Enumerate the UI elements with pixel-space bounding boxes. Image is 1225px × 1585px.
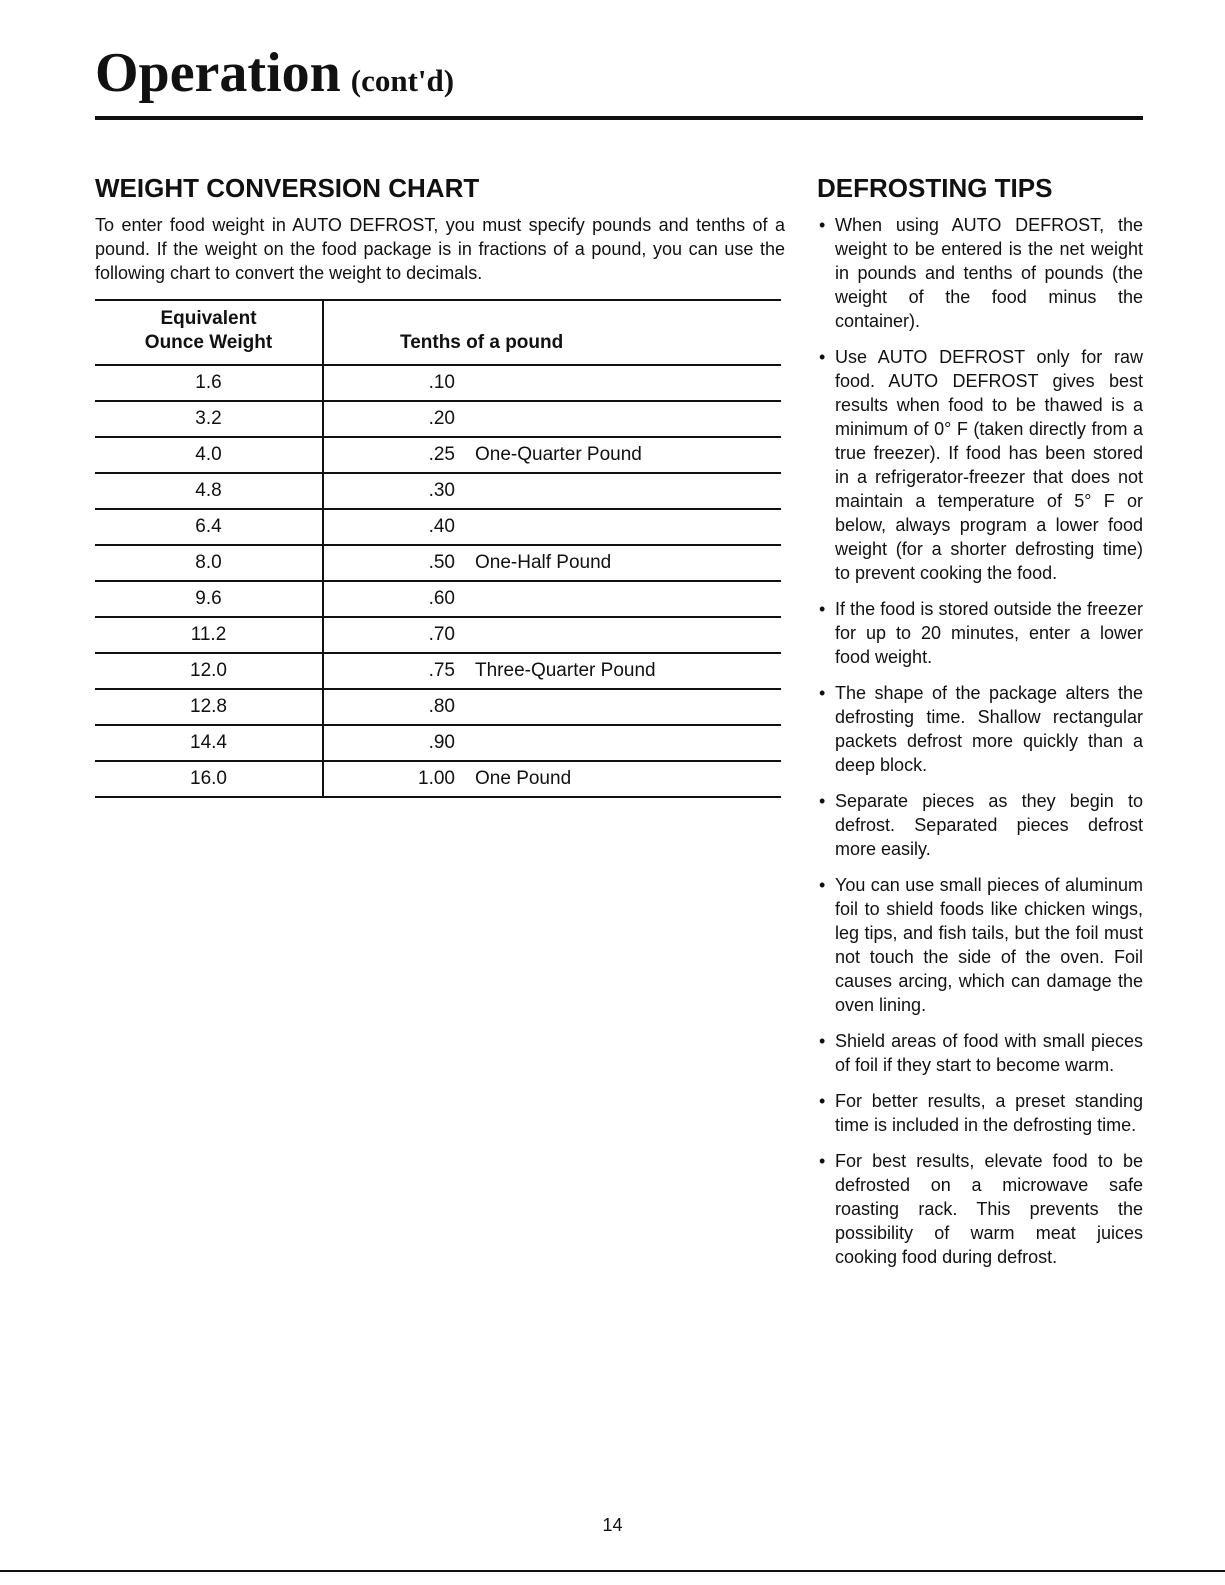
table-row (95, 654, 781, 690)
defrosting-tips-list (817, 213, 1143, 1269)
header-rule (95, 116, 1143, 120)
column-header-ounces-line2: Ounce Weight (144, 332, 273, 353)
column-divider (322, 582, 324, 616)
table-row (95, 474, 781, 510)
cell-tenths: .20 (428, 408, 455, 429)
table-row (95, 438, 781, 474)
cell-ounces: 16.0 (190, 768, 227, 789)
cell-tenths: .70 (428, 624, 455, 645)
bullet-icon: • (819, 791, 826, 811)
table-body (95, 366, 781, 798)
list-item (817, 1029, 1143, 1077)
tip-text: When using AUTO DEFROST, the weight to be entered is the net weight in pounds and tenths of pounds (the weight of the food minus the container). (835, 215, 1143, 331)
tip-text: For better results, a preset standing time is included in the defrosting time. (835, 1091, 1143, 1135)
list-item (817, 213, 1143, 333)
cell-note: One-Quarter Pound (475, 444, 642, 465)
cell-tenths: .75 (428, 660, 455, 681)
weight-conversion-section (95, 173, 785, 285)
list-item (817, 1149, 1143, 1269)
bullet-icon: • (819, 347, 826, 367)
column-header-ounces-line1: Equivalent (160, 308, 257, 329)
bullet-icon: • (819, 599, 826, 619)
cell-ounces: 4.0 (195, 444, 222, 465)
column-divider (322, 546, 324, 580)
list-item (817, 345, 1143, 585)
column-header-tenths: Tenths of a pound (400, 332, 564, 353)
column-divider (322, 510, 324, 544)
column-divider (322, 366, 324, 400)
table-row (95, 690, 781, 726)
tip-text: Separate pieces as they begin to defrost. Separated pieces defrost more easily. (835, 791, 1143, 859)
tip-text: The shape of the package alters the defrosting time. Shallow rectangular packets defrost more quickly than a deep block. (835, 683, 1143, 775)
table-row (95, 762, 781, 798)
cell-note: Three-Quarter Pound (475, 660, 656, 681)
cell-tenths: .10 (428, 372, 455, 393)
list-item (817, 1089, 1143, 1137)
tip-text: If the food is stored outside the freezer for up to 20 minutes, enter a lower food weight. (835, 599, 1143, 667)
table-row (95, 618, 781, 654)
table-row (95, 546, 781, 582)
column-divider (322, 726, 324, 760)
table-row (95, 366, 781, 402)
column-divider (322, 301, 324, 364)
tip-text: Use AUTO DEFROST only for raw food. AUTO DEFROST gives best results when food to be thawed is a minimum of 0° F (taken directly from a true freezer). If food has been stored in a refrigerator-freezer that does not maintain a temperature of 5° F or below, always program a lower food weight (for a shorter defrosting time) to prevent cooking the food. (835, 347, 1143, 583)
cell-ounces: 11.2 (190, 624, 227, 645)
bullet-icon: • (819, 875, 826, 895)
list-item (817, 681, 1143, 777)
cell-ounces: 6.4 (195, 516, 222, 537)
page-title-suffix: (cont'd) (350, 63, 455, 98)
bottom-rule (0, 1570, 1225, 1572)
cell-ounces: 14.4 (190, 732, 227, 753)
list-item (817, 873, 1143, 1017)
column-divider (322, 402, 324, 436)
cell-note: One Pound (475, 768, 572, 789)
table-row (95, 510, 781, 546)
cell-ounces: 8.0 (195, 552, 222, 573)
cell-tenths: .60 (428, 588, 455, 609)
cell-tenths: .90 (428, 732, 455, 753)
cell-ounces: 9.6 (195, 588, 222, 609)
cell-tenths: .25 (428, 444, 455, 465)
table-row (95, 582, 781, 618)
column-divider (322, 438, 324, 472)
column-divider (322, 762, 324, 796)
table-row (95, 402, 781, 438)
list-item (817, 789, 1143, 861)
cell-tenths: .50 (428, 552, 455, 573)
bullet-icon: • (819, 683, 826, 703)
bullet-icon: • (819, 215, 826, 235)
cell-ounces: 12.0 (190, 660, 227, 681)
weight-chart-intro: To enter food weight in AUTO DEFROST, you must specify pounds and tenths of a pound. If the weight on the food package is in fractions of a pound, you can use the following chart to convert the weight to decimals. (95, 215, 785, 283)
defrosting-tips-heading: DEFROSTING TIPS (817, 173, 1053, 203)
bullet-icon: • (819, 1091, 826, 1111)
page-header (95, 38, 1143, 108)
weight-conversion-table (95, 299, 781, 798)
column-divider (322, 654, 324, 688)
cell-ounces: 12.8 (190, 696, 227, 717)
cell-ounces: 1.6 (195, 372, 222, 393)
tip-text: You can use small pieces of aluminum foil to shield foods like chicken wings, leg tips, and fish tails, but the foil must not touch the side of the oven. Foil causes arcing, which can damage the oven lining. (835, 875, 1143, 1015)
table-header (95, 299, 781, 366)
column-divider (322, 474, 324, 508)
cell-ounces: 3.2 (195, 408, 222, 429)
page-title: Operation (95, 42, 341, 104)
table-row (95, 726, 781, 762)
cell-note: One-Half Pound (475, 552, 612, 573)
tip-text: Shield areas of food with small pieces of foil if they start to become warm. (835, 1031, 1143, 1075)
weight-chart-heading: WEIGHT CONVERSION CHART (95, 173, 480, 203)
column-divider (322, 618, 324, 652)
list-item (817, 597, 1143, 669)
cell-tenths: .40 (428, 516, 455, 537)
cell-tenths: .80 (428, 696, 455, 717)
column-divider (322, 690, 324, 724)
page-number: 14 (602, 1515, 623, 1535)
cell-tenths: .30 (428, 480, 455, 501)
column-header-ounces (95, 307, 322, 355)
cell-tenths: 1.00 (418, 768, 455, 789)
defrosting-tips-section (817, 173, 1143, 1281)
bullet-icon: • (819, 1151, 826, 1171)
tip-text: For best results, elevate food to be defrosted on a microwave safe roasting rack. This prevents the possibility of warm meat juices cooking food during defrost. (835, 1151, 1143, 1267)
cell-ounces: 4.8 (195, 480, 222, 501)
bullet-icon: • (819, 1031, 826, 1051)
